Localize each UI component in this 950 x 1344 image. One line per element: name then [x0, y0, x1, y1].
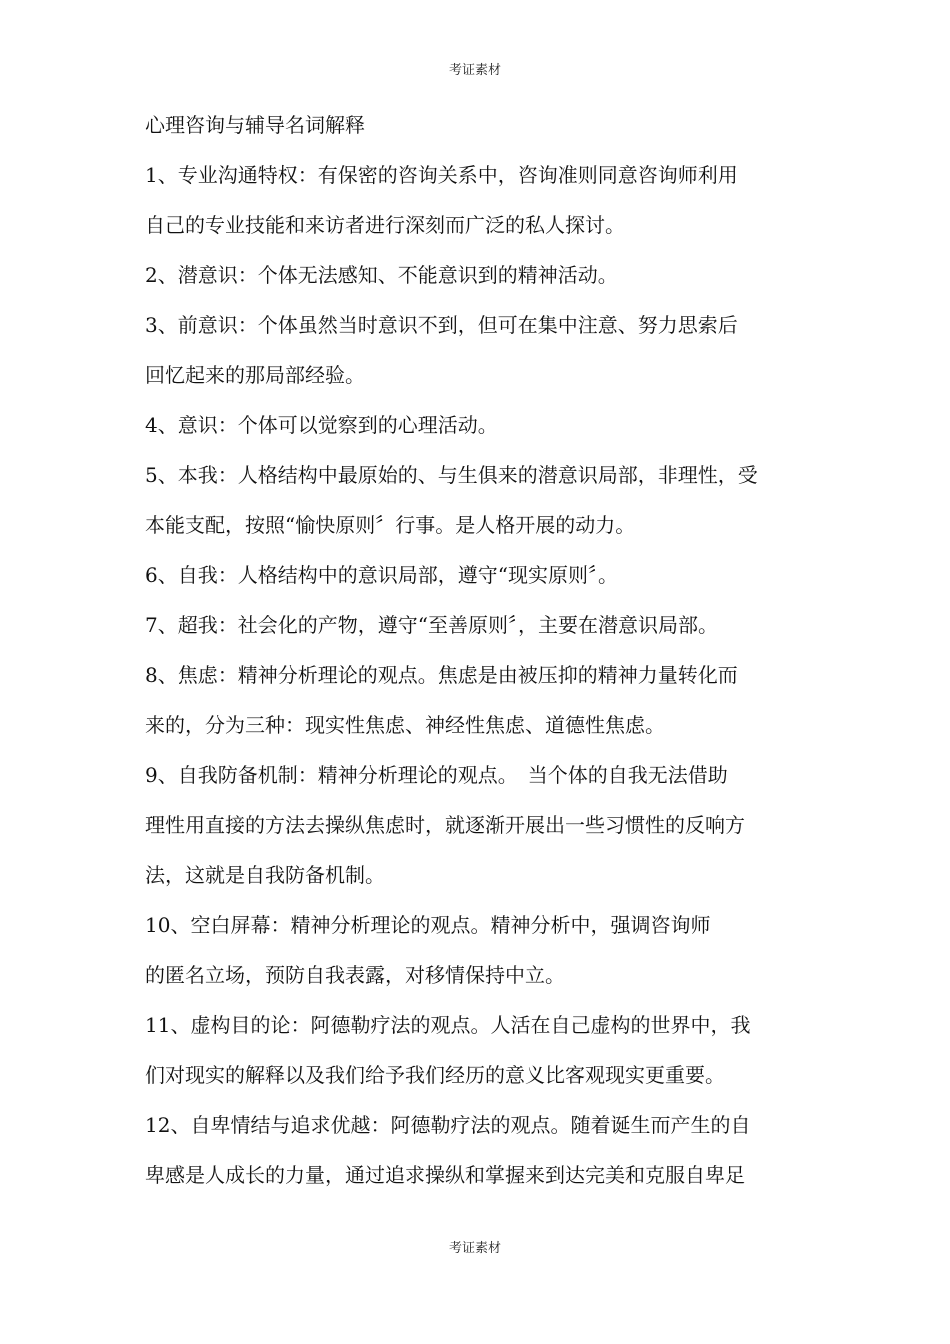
entry-line: 自己的专业技能和来访者进行深刻而广泛的私人探讨。	[145, 213, 625, 237]
document-title: 心理咨询与辅导名词解释	[145, 113, 365, 137]
entry-4	[145, 400, 825, 450]
entry-3	[145, 300, 825, 400]
entry-2	[145, 250, 825, 300]
entry-line: 5、本我：人格结构中最原始的、与生俱来的潜意识局部，非理性，受	[145, 463, 758, 487]
entry-line: 来的，分为三种：现实性焦虑、神经性焦虑、道德性焦虑。	[145, 713, 665, 737]
entry-line: 们对现实的解释以及我们给予我们经历的意义比客观现实更重要。	[145, 1063, 725, 1087]
entry-5	[145, 450, 825, 550]
entry-line: 7、超我：社会化的产物，遵守“至善原则〞，主要在潜意识局部。	[145, 613, 718, 637]
entry-6	[145, 550, 825, 600]
entry-line: 6、自我：人格结构中的意识局部，遵守“现实原则〞。	[145, 563, 618, 587]
entry-line: 的匿名立场，预防自我表露，对移情保持中立。	[145, 963, 565, 987]
entry-line: 4、意识：个体可以觉察到的心理活动。	[145, 413, 498, 437]
entry-11	[145, 1000, 825, 1100]
entry-line: 11、虚构目的论：阿德勒疗法的观点。人活在自己虚构的世界中，我	[145, 1013, 751, 1037]
entry-8	[145, 650, 825, 750]
page-footer: 考证素材	[448, 1241, 501, 1256]
entry-line: 回忆起来的那局部经验。	[145, 363, 365, 387]
entry-12	[145, 1100, 825, 1200]
entry-9	[145, 750, 825, 900]
entry-line: 法，这就是自我防备机制。	[145, 863, 385, 887]
entry-line: 1、专业沟通特权：有保密的咨询关系中，咨询准则同意咨询师利用	[145, 163, 738, 187]
entry-line: 理性用直接的方法去操纵焦虑时，就逐渐开展出一些习惯性的反响方	[145, 813, 745, 837]
entry-10	[145, 900, 825, 1000]
entry-line: 本能支配，按照“愉快原则〞行事。是人格开展的动力。	[145, 513, 636, 537]
entry-line: 3、前意识：个体虽然当时意识不到，但可在集中注意、努力思索后	[145, 313, 738, 337]
page-header: 考证素材	[448, 63, 501, 78]
document-body	[145, 100, 825, 1200]
entry-line: 10、空白屏幕：精神分析理论的观点。精神分析中，强调咨询师	[145, 913, 711, 937]
entry-1	[145, 150, 825, 250]
entry-line: 9、自我防备机制：精神分析理论的观点。 当个体的自我无法借助	[145, 763, 728, 787]
entry-line: 卑感是人成长的力量，通过追求操纵和掌握来到达完美和克服自卑足	[145, 1163, 745, 1187]
entry-line: 8、焦虑：精神分析理论的观点。焦虑是由被压抑的精神力量转化而	[145, 663, 738, 687]
entry-line: 2、潜意识：个体无法感知、不能意识到的精神活动。	[145, 263, 618, 287]
entry-7	[145, 600, 825, 650]
entry-line: 12、自卑情结与追求优越：阿德勒疗法的观点。随着诞生而产生的自	[145, 1113, 751, 1137]
